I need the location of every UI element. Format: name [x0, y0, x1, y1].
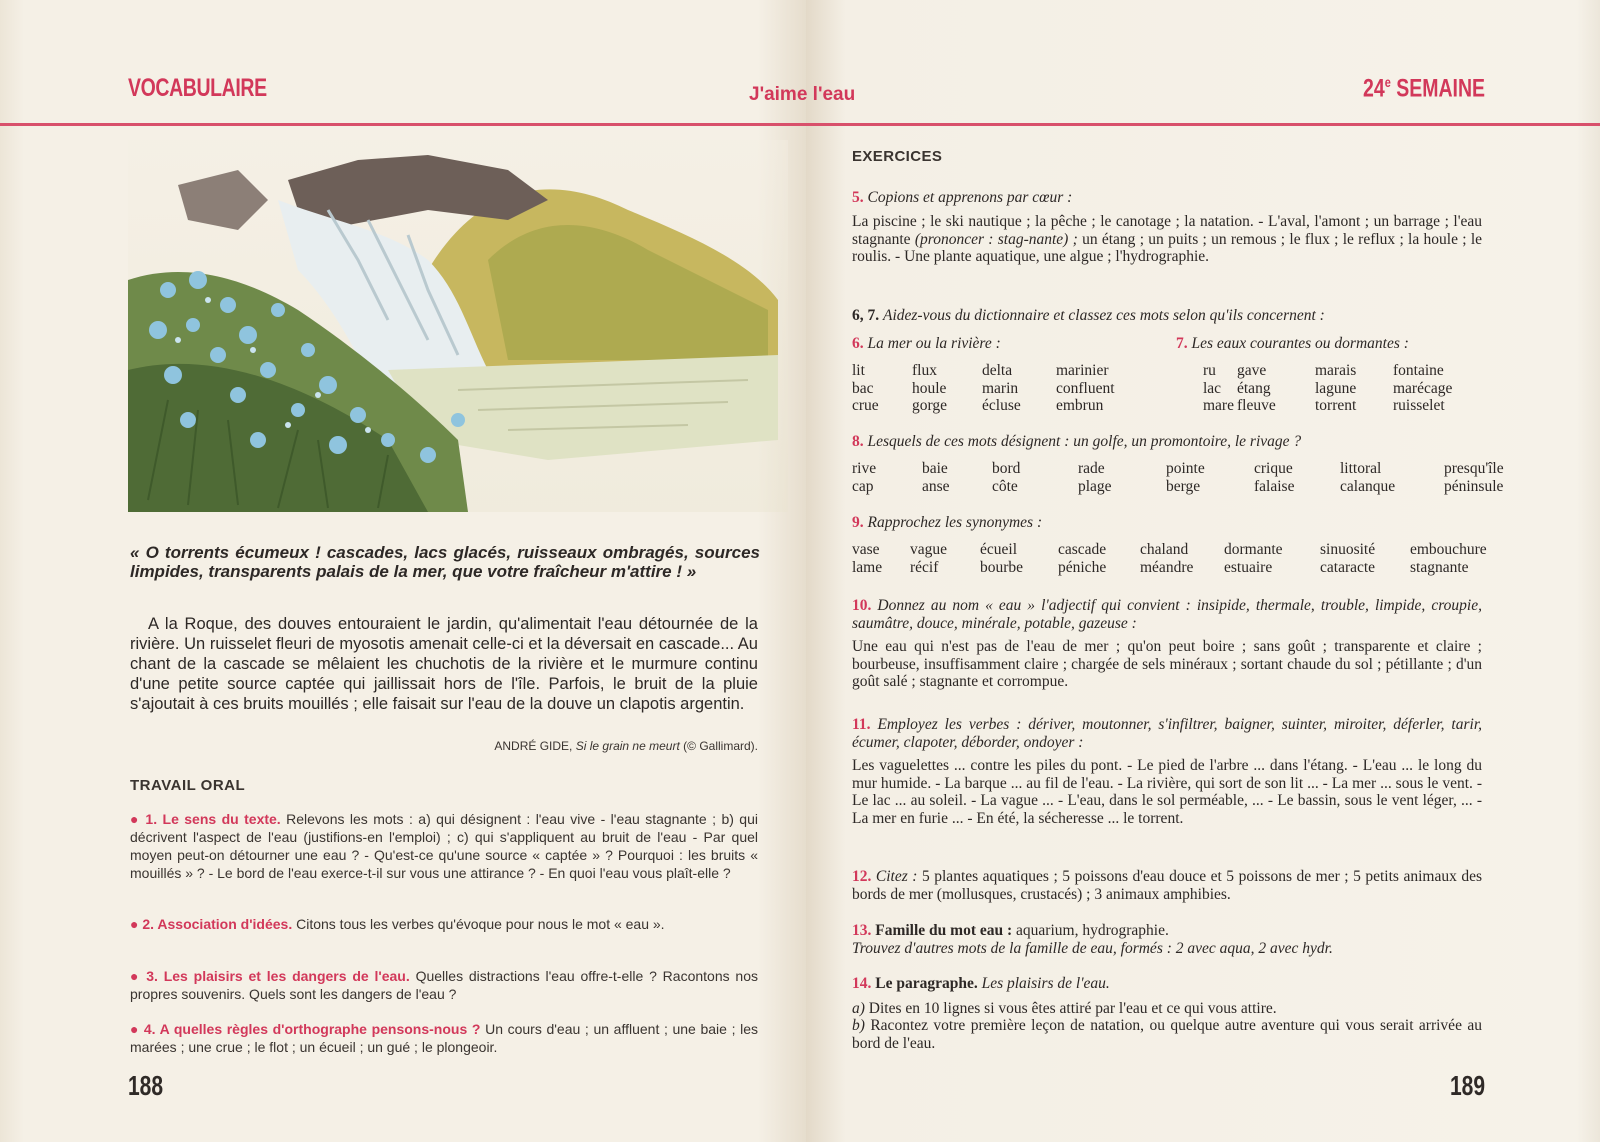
- exercise-number: 9.: [852, 514, 864, 531]
- exercise-12: [852, 868, 1482, 903]
- word-item: bac: [852, 379, 874, 397]
- word-item: flux: [912, 362, 937, 379]
- exercise-6-7: [852, 307, 1482, 325]
- exercise-number: 10.: [852, 597, 872, 614]
- item-label: b): [852, 1017, 865, 1034]
- word-grid: [852, 541, 1487, 576]
- week-word: SEMAINE: [1396, 74, 1486, 103]
- exercise-14: [852, 975, 1482, 1052]
- word-item: lagune: [1315, 379, 1357, 397]
- word-item: confluent: [1056, 379, 1115, 397]
- page-number-right: 189: [1450, 1070, 1486, 1101]
- gide-quote: « O torrents écumeux ! cascades, lacs glacés, ruisseaux ombragés, sources limpides, transparents palais de la mer, que votre fraîcheur m'attire ! »: [130, 543, 760, 581]
- word-item: fontaine: [1393, 362, 1444, 379]
- word-item: méandre: [1140, 558, 1194, 576]
- exercise-11: [852, 716, 1482, 827]
- exercise-number: 6.: [852, 335, 864, 352]
- exercise-14-b: [852, 1017, 1482, 1052]
- word-item: falaise: [1254, 477, 1295, 495]
- word-item: houle: [912, 379, 947, 397]
- word-item: marais: [1315, 362, 1357, 379]
- word-item: cascade: [1058, 541, 1107, 558]
- oral-item-head: 3. Les plaisirs et les dangers de l'eau.: [146, 968, 410, 984]
- word-item: fleuve: [1237, 397, 1276, 414]
- word-item: embrun: [1056, 397, 1104, 414]
- week-suffix: e: [1384, 74, 1391, 90]
- item-label: a): [852, 999, 865, 1017]
- exercise-line2: Trouvez d'autres mots de la famille de eau, formés : 2 avec aqua, 2 avec hydr.: [852, 939, 1333, 957]
- word-item: chaland: [1140, 541, 1189, 558]
- word-item: dormante: [1224, 541, 1283, 558]
- word-item: plage: [1078, 477, 1112, 495]
- exercise-number: 5.: [852, 189, 864, 206]
- exercise-10: [852, 597, 1482, 691]
- oral-item-head: 1. Le sens du texte.: [145, 811, 281, 827]
- word-item: delta: [982, 362, 1013, 379]
- word-item: rade: [1078, 460, 1105, 477]
- exercise-number: 7.: [1176, 335, 1188, 352]
- item-text: Racontez votre première leçon de natation, ou quelque autre aventure qui vous serait arrivée au bord de l'eau.: [852, 1017, 1482, 1052]
- word-item: récif: [910, 558, 939, 576]
- exercise-instruction: Lesquels de ces mots désignent : un golfe, un promontoire, le rivage ?: [867, 433, 1302, 450]
- word-item: vase: [852, 541, 880, 558]
- exercise-number: 14.: [852, 975, 872, 992]
- oral-item-4: [130, 1020, 758, 1056]
- exercise-text: 5 plantes aquatiques ; 5 poissons d'eau douce et 5 poissons de mer ; 5 petits animaux des bords de mer (mollusques, crustacés) ; 3 animaux amphibies.: [852, 868, 1483, 903]
- ex5-text-a: La piscine ; le ski nautique ; la pêche ; le canotage ; la natation. - L'aval, l'amont ; un barrage ; l'eau stagnante: [852, 213, 1482, 248]
- word-item: estuaire: [1224, 558, 1273, 576]
- word-grid: [852, 460, 1504, 495]
- word-item: écluse: [982, 397, 1021, 414]
- word-item: lame: [852, 558, 883, 576]
- exercise-head: Famille du mot eau :: [875, 922, 1013, 939]
- word-item: mare: [1203, 397, 1234, 414]
- word-item: gorge: [912, 397, 948, 414]
- word-item: ru: [1203, 362, 1216, 379]
- word-item: lit: [852, 362, 865, 379]
- exercise-head: Le paragraphe.: [875, 975, 978, 992]
- exercise-instruction: Citez :: [875, 868, 918, 885]
- header-rule-right: [806, 123, 1600, 126]
- exercise-instruction: Employez les verbes : dériver, moutonner, s'infiltrer, baigner, suinter, miroiter, déferler, tarir, écumer, clapoter, déborder, ondoyer :: [852, 716, 1483, 751]
- exercise-13: [852, 922, 1482, 957]
- bullet-icon: ●: [130, 916, 139, 932]
- page-number-left: 188: [128, 1070, 164, 1101]
- word-grid: [1203, 362, 1486, 415]
- exercise-8: [852, 433, 1504, 495]
- word-item: torrent: [1315, 397, 1357, 414]
- word-item: anse: [922, 477, 950, 495]
- exercise-instruction: Aidez-vous du dictionnaire et classez ces mots selon qu'ils concernent :: [883, 307, 1325, 324]
- exercise-number: 13.: [852, 922, 872, 939]
- word-item: péniche: [1058, 558, 1107, 576]
- word-item: vague: [910, 541, 948, 558]
- word-item: pointe: [1166, 460, 1205, 477]
- section-label: VOCABULAIRE: [128, 74, 267, 102]
- oral-item-head: 2. Association d'idées.: [142, 916, 293, 932]
- bullet-icon: ●: [130, 968, 141, 984]
- week-label: [1363, 74, 1485, 103]
- word-item: stagnante: [1410, 558, 1469, 576]
- exercise-7: [1176, 335, 1486, 415]
- bullet-icon: ●: [130, 1021, 140, 1037]
- word-item: gave: [1237, 362, 1267, 379]
- travail-oral-title: TRAVAIL ORAL: [130, 777, 246, 794]
- ex5-text-b: un étang ; un puits ; un remous ; le flux ; le reflux ; la houle ; le roulis. - Une plante aquatique, une algue ; l'hydrographie.: [852, 230, 1483, 265]
- source-credit: [494, 739, 758, 753]
- exercise-14-a: [852, 1000, 1482, 1018]
- exercise-number: 11.: [852, 716, 871, 733]
- exercise-number: 8.: [852, 433, 864, 450]
- word-item: ruisselet: [1393, 397, 1445, 414]
- word-item: étang: [1237, 379, 1271, 397]
- exercise-instruction: La mer ou la rivière :: [867, 335, 1001, 352]
- oral-item-text: Un cours d'eau ; un affluent ; une baie ; les marées ; une crue ; le flot ; un écueil ; un gué ; le plongeoir.: [130, 1021, 759, 1055]
- word-item: berge: [1166, 477, 1201, 495]
- exercise-number: 6, 7.: [852, 307, 880, 324]
- exercise-6: [852, 335, 1162, 415]
- word-item: presqu'île: [1444, 460, 1504, 477]
- credit-publisher: (© Gallimard).: [683, 739, 758, 753]
- word-item: marécage: [1393, 379, 1453, 397]
- credit-author: ANDRÉ GIDE,: [494, 739, 573, 753]
- exercise-subtitle: Les plaisirs de l'eau.: [981, 975, 1110, 992]
- exercise-number: 12.: [852, 868, 872, 885]
- credit-work: Si le grain ne meurt: [575, 739, 680, 753]
- week-number: 24: [1363, 74, 1385, 103]
- word-item: bourbe: [980, 558, 1024, 576]
- page-title: J'aime l'eau: [749, 84, 856, 105]
- word-item: rive: [852, 460, 877, 477]
- exercise-instruction: Rapprochez les synonymes :: [867, 514, 1043, 531]
- word-item: bord: [992, 460, 1021, 477]
- waterfall-illustration: [128, 140, 788, 512]
- exercise-instruction: Donnez au nom « eau » l'adjectif qui convient : insipide, thermale, trouble, limpide, croupie, saumâtre, douce, minérale, potable, gazeuse :: [852, 597, 1482, 632]
- exercise-9: [852, 514, 1487, 576]
- exercise-text: aquarium, hydrographie.: [1016, 922, 1169, 939]
- oral-item-text: Citons tous les verbes qu'évoque pour nous le mot « eau ».: [296, 916, 665, 932]
- oral-item-1: [130, 810, 758, 882]
- oral-item-3: [130, 967, 758, 1003]
- bullet-icon: ●: [130, 811, 140, 827]
- word-item: sinuosité: [1320, 541, 1376, 558]
- word-item: embouchure: [1410, 541, 1487, 558]
- word-item: cataracte: [1320, 558, 1376, 576]
- word-grid: [852, 362, 1162, 415]
- word-item: crue: [852, 397, 879, 414]
- exercise-text: Les vaguelettes ... contre les piles du pont. - Le pied de l'arbre ... dans l'étang. - L'eau ... le long du mur humide. - La barque ... au fil de l'eau. - La rivière, qui sort de son lit ... - La mer ... sous le vent. - Le lac ... au soleil. - La vague ... - L'eau, dans le sol perméable, ... - Le bassin, sous le vent léger, ... - La mer en furie ... - En été, la sécheresse ... le torrent.: [852, 757, 1482, 827]
- exercise-instruction: Les eaux courantes ou dormantes :: [1191, 335, 1409, 352]
- item-text: Dites en 10 lignes si vous êtes attiré par l'eau et ce qui vous attire.: [868, 999, 1277, 1017]
- gide-excerpt: A la Roque, des douves entouraient le jardin, qu'alimentait l'eau détournée de la rivière. Un ruisselet fleuri de myosotis amenait celle-ci et la déversait en cascade... Au chant de la cascade se mêlaient les chuchotis de la rivière et le murmure continu d'une petite source captée qui jaillissait hors de l'île. Parfois, le bruit de la pluie s'ajoutait à ces bruits mouillés ; elle faisait sur l'eau de la douve un clapotis argentin.: [130, 615, 758, 713]
- word-item: marin: [982, 379, 1019, 397]
- exercise-instruction: Copions et apprenons par cœur :: [867, 189, 1073, 206]
- oral-item-text: Quelles distractions l'eau offre-t-elle ? Racontons nos propres souvenirs. Quels sont les dangers de l'eau ?: [130, 968, 759, 1002]
- oral-item-2: [130, 915, 758, 933]
- oral-item-text: Relevons les mots : a) qui désignent : l'eau vive - l'eau stagnante ; b) qui décrivent l'aspect de l'eau (justifions-en l'emploi) ; c) qui s'appliquent au bruit de l'eau - Par quel moyen peut-on détourner une eau ? - Qu'est-ce qu'une source « captée » ? Pourquoi : les bruits « mouillés » ? - Le bord de l'eau exerce-t-il sur vous une attirance ? - En quoi l'eau vous plaît-elle ?: [130, 811, 758, 881]
- word-item: littoral: [1340, 460, 1382, 477]
- word-item: côte: [992, 477, 1018, 495]
- word-item: cap: [852, 477, 874, 495]
- header-rule-left: [0, 123, 806, 126]
- word-item: écueil: [980, 541, 1018, 558]
- word-item: crique: [1254, 460, 1293, 477]
- exercise-text: Une eau qui n'est pas de l'eau de mer ; qu'on peut boire ; sans goût ; transparente et claire ; bourbeuse, insuffisamment claire ; chargée de sels minéraux ; sortant chaude du sol ; pétillante ; d'un goût salé ; stagnante et corrompue.: [852, 638, 1482, 690]
- exercise-5: [852, 189, 1482, 266]
- word-item: lac: [1203, 379, 1222, 397]
- exercise-text: [852, 213, 1482, 266]
- word-item: calanque: [1340, 477, 1396, 495]
- word-item: baie: [922, 460, 948, 477]
- ex5-note: (prononcer : stag-nante) ;: [914, 230, 1078, 248]
- oral-item-head: 4. A quelles règles d'orthographe pensons-nous ?: [143, 1021, 481, 1037]
- word-item: marinier: [1056, 362, 1109, 379]
- word-item: péninsule: [1444, 477, 1504, 495]
- exercices-title: EXERCICES: [852, 148, 943, 165]
